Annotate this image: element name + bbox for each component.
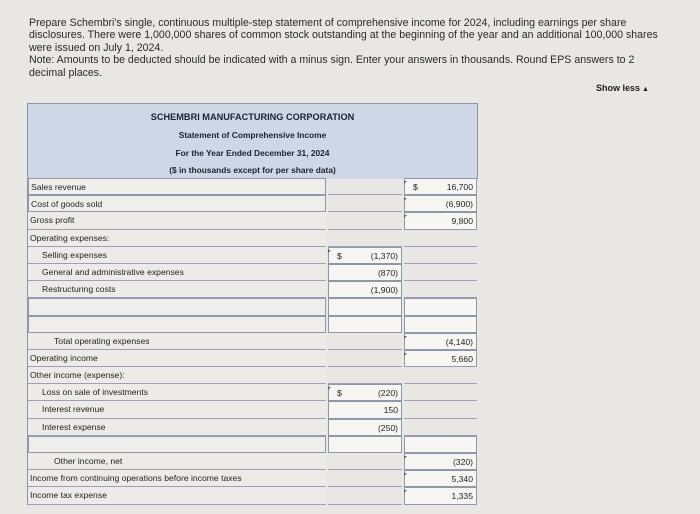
table-row: [28, 247, 477, 264]
row-label[interactable]: [28, 316, 326, 333]
amount-column-1[interactable]: [328, 316, 402, 333]
amount-column-1[interactable]: [328, 333, 402, 350]
row-label[interactable]: General and administrative expenses: [28, 264, 326, 281]
amount-value: 5,660: [451, 353, 473, 364]
show-less-label: Show less: [596, 83, 641, 93]
amount-column-2[interactable]: [404, 367, 477, 384]
statement-title: Statement of Comprehensive Income: [178, 130, 327, 140]
statement-period: For the Year Ended December 31, 2024: [175, 148, 330, 158]
currency-symbol: $: [337, 388, 342, 399]
company-name: SCHEMBRI MANUFACTURING CORPORATION: [150, 112, 355, 122]
amount-column-1[interactable]: [328, 298, 402, 315]
table-row: [28, 178, 477, 195]
row-label[interactable]: Interest revenue: [28, 401, 326, 418]
table-row: [28, 453, 477, 470]
amount-column-1[interactable]: [328, 384, 402, 401]
amount-column-2[interactable]: [404, 453, 477, 470]
amount-column-1[interactable]: [328, 281, 402, 298]
dropdown-marker-icon: [404, 353, 407, 356]
table-row: [28, 350, 477, 367]
amount-value: (4,140): [445, 336, 473, 347]
instructions-note: Note: Amounts to be deducted should be indicated with a minus sign. Enter your answers in thousands. Round EPS answers to 2 decimal places.: [29, 54, 635, 79]
table-row: [28, 401, 477, 418]
amount-column-2[interactable]: [404, 487, 477, 504]
amount-column-2[interactable]: [404, 281, 477, 298]
row-label[interactable]: Income from continuing operations before income taxes: [28, 470, 326, 487]
row-label[interactable]: Income tax expense: [28, 487, 326, 504]
amount-column-2[interactable]: [404, 419, 477, 436]
amount-value: (320): [452, 457, 473, 467]
table-row: [28, 419, 477, 436]
instructions-text: Prepare Schembri's single, continuous multiple-step statement of comprehensive income for 2024, including earnings per share disclosures. There were 1,000,000 shares of common stock outstanding at the beginning of the year and an additional 100,000 shares were issued on July 1, 2024.: [29, 17, 658, 54]
row-label[interactable]: [28, 298, 326, 315]
row-label[interactable]: Other income (expense):: [28, 367, 326, 384]
amount-column-2[interactable]: [404, 436, 477, 453]
amount-column-2[interactable]: [404, 195, 477, 212]
amount-value: 1,335: [451, 491, 473, 502]
row-label[interactable]: Selling expenses: [28, 247, 326, 264]
amount-value: (1,370): [370, 250, 398, 261]
amount-value: 9,800: [451, 216, 473, 227]
dropdown-marker-icon: [404, 473, 407, 476]
row-label[interactable]: Gross profit: [28, 212, 326, 229]
amount-column-2[interactable]: [404, 470, 477, 487]
currency-symbol: $: [413, 182, 418, 192]
table-row: [28, 212, 477, 229]
dropdown-marker-icon: [328, 250, 331, 253]
amount-column-1[interactable]: [328, 436, 402, 453]
amount-column-1[interactable]: [328, 212, 402, 229]
amount-column-2[interactable]: [404, 298, 477, 315]
amount-value: (250): [377, 422, 398, 433]
amount-column-1[interactable]: [328, 367, 402, 384]
amount-column-2[interactable]: [404, 264, 477, 281]
amount-value: (1,900): [370, 285, 398, 296]
amount-column-1[interactable]: [328, 247, 402, 264]
amount-column-1[interactable]: [328, 230, 402, 247]
amount-column-2[interactable]: [404, 247, 477, 264]
table-row: [28, 298, 477, 315]
amount-value: 5,340: [451, 474, 473, 485]
table-row: [28, 436, 477, 453]
table-row: [28, 487, 477, 504]
row-label[interactable]: Loss on sale of investments: [28, 384, 326, 401]
amount-column-1[interactable]: [328, 470, 402, 487]
amount-value: (220): [377, 388, 398, 399]
amount-column-1[interactable]: [328, 350, 402, 367]
amount-column-1[interactable]: [328, 401, 402, 418]
amount-column-2[interactable]: [404, 212, 477, 229]
statement-header: [27, 103, 478, 179]
table-row: [28, 281, 477, 298]
table-row: [28, 316, 477, 333]
amount-value: (6,900): [445, 199, 473, 210]
row-label[interactable]: [28, 436, 326, 453]
instructions: [29, 17, 669, 79]
table-row: [28, 470, 477, 487]
table-row: [28, 230, 477, 247]
amount-column-2[interactable]: [404, 316, 477, 333]
dropdown-marker-icon: [404, 456, 407, 459]
amount-column-1[interactable]: [328, 419, 402, 436]
amount-column-2[interactable]: [404, 401, 477, 418]
table-row: [28, 333, 477, 350]
table-row: [28, 195, 477, 212]
amount-column-1[interactable]: [328, 264, 402, 281]
income-statement-table: [27, 178, 477, 505]
amount-column-1[interactable]: [328, 487, 402, 504]
amount-column-2[interactable]: [404, 350, 477, 367]
amount-column-1[interactable]: [328, 195, 402, 212]
amount-column-1[interactable]: [328, 453, 402, 470]
table-row: [28, 264, 477, 281]
row-label[interactable]: Cost of goods sold: [28, 195, 326, 212]
dropdown-marker-icon: [404, 336, 407, 339]
table-row: [28, 367, 477, 384]
amount-column-2[interactable]: [404, 178, 477, 195]
statement-units: ($ in thousands except for per share data): [169, 165, 336, 175]
amount-column-1[interactable]: [328, 178, 402, 195]
row-label[interactable]: Total operating expenses: [28, 333, 326, 350]
row-label[interactable]: Operating income: [28, 350, 326, 367]
amount-value: (870): [377, 267, 398, 278]
show-less-link[interactable]: [596, 83, 649, 93]
row-label[interactable]: Sales revenue: [28, 178, 326, 195]
row-label[interactable]: Restructuring costs: [28, 281, 326, 298]
amount-column-2[interactable]: [404, 230, 477, 247]
amount-value: 16,700: [446, 182, 473, 192]
currency-symbol: $: [337, 250, 342, 261]
dropdown-marker-icon: [404, 215, 407, 218]
dropdown-marker-icon: [404, 181, 407, 184]
triangle-up-icon: ▲: [642, 86, 649, 93]
dropdown-marker-icon: [404, 490, 407, 493]
amount-value: 150: [383, 405, 398, 416]
row-label[interactable]: Operating expenses:: [28, 230, 326, 247]
table-row: [28, 384, 477, 401]
amount-column-2[interactable]: [404, 333, 477, 350]
amount-column-2[interactable]: [404, 384, 477, 401]
dropdown-marker-icon: [328, 387, 331, 390]
dropdown-marker-icon: [404, 198, 407, 201]
row-label[interactable]: Other income, net: [28, 453, 326, 470]
row-label[interactable]: Interest expense: [28, 419, 326, 436]
